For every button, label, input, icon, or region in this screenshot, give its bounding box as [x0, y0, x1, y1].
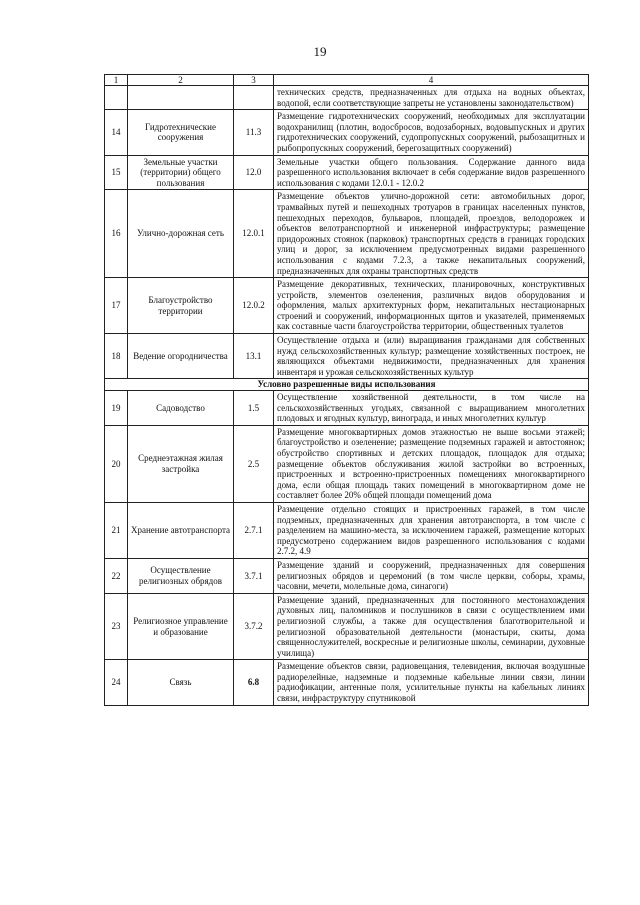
use-description: Размещение объектов связи, радиовещания, телевидения, включая воздушные радиорелейные, надземные и подземные кабельные линии связи, линии радиофикации, антенные поля, усилительные пункты на кабельных линиях связи, инфраструктуру спутниковой — [274, 660, 589, 705]
table-row — [105, 558, 589, 593]
use-description: Размещение отдельно стоящих и пристроенных гаражей, в том числе подземных, предназначенных для хранения автотранспорта, в том числе с разделением на машино-места, за исключением гаражей, размещение которых предусмотрено содержанием видов разрешенного использования с кодами 2.7.2, 4.9 — [274, 502, 589, 558]
use-description: Размещение зданий, предназначенных для постоянного местонахождения духовных лиц, паломников и послушников в связи с осуществлением ими религиозной службы, а также для осуществления благотворительной и религиозной образовательной деятельности (монастыри, скиты, дома священнослужителей, воскресные и религиозные школы, семинарии, духовные училища) — [274, 593, 589, 660]
use-name: Связь — [128, 660, 234, 705]
table-row — [105, 391, 589, 426]
use-code: 2.7.1 — [234, 502, 274, 558]
use-name: Среднеэтажная жилая застройка — [128, 425, 234, 502]
header-cell: 3 — [234, 75, 274, 86]
use-code: 6.8 — [234, 660, 274, 705]
continuation-text: технических средств, предназначенных для отдыха на водных объектах, водопой, если соответствующие запреты не установлены законодательством) — [274, 86, 589, 110]
row-number: 21 — [105, 502, 128, 558]
row-number: 22 — [105, 558, 128, 593]
use-description: Размещение зданий и сооружений, предназначенных для совершения религиозных обрядов и церемоний (в том числе церкви, соборы, храмы, часовни, мечети, молельные дома, синагоги) — [274, 558, 589, 593]
use-name: Улично-дорожная сеть — [128, 190, 234, 278]
use-description: Осуществление отдыха и (или) выращивания гражданами для собственных нужд сельскохозяйственных культур; размещение хозяйственных построек, не являющихся объектами недвижимости, предназначенных для хранения инвентаря и урожая сельскохозяйственных культур — [274, 334, 589, 379]
use-name: Хранение автотранспорта — [128, 502, 234, 558]
table-row — [105, 190, 589, 278]
row-number: 20 — [105, 425, 128, 502]
header-cell: 4 — [274, 75, 589, 86]
header-cell: 1 — [105, 75, 128, 86]
use-name: Религиозное управление и образование — [128, 593, 234, 660]
row-number: 17 — [105, 278, 128, 334]
use-description: Размещение многоквартирных домов этажностью не выше восьми этажей; благоустройство и озеленение; размещение подземных гаражей и автостоянок; обустройство спортивных и детских площадок, площадок для отдыха; размещение объектов обслуживания жилой застройки во встроенных, пристроенных и встроенно-пристроенных помещениях многоквартирного дома, если общая площадь таких помещений в многоквартирном доме не составляет более 20% общей площади помещений дома — [274, 425, 589, 502]
use-code: 3.7.2 — [234, 593, 274, 660]
use-code: 11.3 — [234, 110, 274, 155]
table-header-row — [105, 75, 589, 86]
land-use-table — [104, 74, 589, 706]
use-code: 2.5 — [234, 425, 274, 502]
row-number: 15 — [105, 155, 128, 190]
use-description: Размещение гидротехнических сооружений, необходимых для эксплуатации водохранилищ (плотин, водосбросов, водозаборных, водовыпускных и других гидротехнических сооружений, судопропускных сооружений, рыбозащитных и рыбопропускных сооружений, берегозащитных сооружений) — [274, 110, 589, 155]
use-name: Благоустройство территории — [128, 278, 234, 334]
table-row — [105, 502, 589, 558]
use-name: Осуществление религиозных обрядов — [128, 558, 234, 593]
page-number: 19 — [313, 44, 327, 59]
row-number: 19 — [105, 391, 128, 426]
continuation-row — [105, 86, 589, 110]
table-row — [105, 155, 589, 190]
use-name: Гидротехнические сооружения — [128, 110, 234, 155]
table-row — [105, 278, 589, 334]
row-number: 14 — [105, 110, 128, 155]
header-cell: 2 — [128, 75, 234, 86]
use-description: Осуществление хозяйственной деятельности, в том числе на сельскохозяйственных угодьях, связанной с выращиванием многолетних плодовых и ягодных культур, винограда, и иных многолетних культур — [274, 391, 589, 426]
use-code: 1.5 — [234, 391, 274, 426]
table-row — [105, 593, 589, 660]
row-number: 16 — [105, 190, 128, 278]
use-name: Садоводство — [128, 391, 234, 426]
row-number: 24 — [105, 660, 128, 705]
section-title: Условно разрешенные виды использования — [105, 379, 589, 391]
table-row — [105, 425, 589, 502]
table-row — [105, 110, 589, 155]
use-code: 12.0 — [234, 155, 274, 190]
use-code: 3.7.1 — [234, 558, 274, 593]
use-description: Размещение декоративных, технических, планировочных, конструктивных устройств, элементов озеленения, различных видов оборудования и оформления, малых архитектурных форм, некапитальных нестационарных строений и сооружений, информационных щитов и указателей, применяемых как составные части благоустройства территории, общественных туалетов — [274, 278, 589, 334]
use-code: 13.1 — [234, 334, 274, 379]
table-row — [105, 334, 589, 379]
use-code: 12.0.1 — [234, 190, 274, 278]
use-code: 12.0.2 — [234, 278, 274, 334]
use-description: Размещение объектов улично-дорожной сети: автомобильных дорог, трамвайных путей и пешеходных тротуаров в границах населенных пунктов, пешеходных переходов, бульваров, площадей, проездов, велодорожек и объектов велотранспортной и инженерной инфраструктуры; размещение придорожных стоянок (парковок) транспортных средств в границах городских улиц и дорог, за исключением предусмотренных видами разрешенного использования с кодами 7.2.3, а также некапитальных сооружений, предназначенных для охраны транспортных средств — [274, 190, 589, 278]
use-description: Земельные участки общего пользования. Содержание данного вида разрешенного использования включает в себя содержание видов разрешенного использования с кодами 12.0.1 - 12.0.2 — [274, 155, 589, 190]
row-number: 18 — [105, 334, 128, 379]
use-name: Ведение огородничества — [128, 334, 234, 379]
row-number: 23 — [105, 593, 128, 660]
table-row — [105, 660, 589, 705]
section-heading-row — [105, 379, 589, 391]
use-name: Земельные участки (территории) общего пользования — [128, 155, 234, 190]
